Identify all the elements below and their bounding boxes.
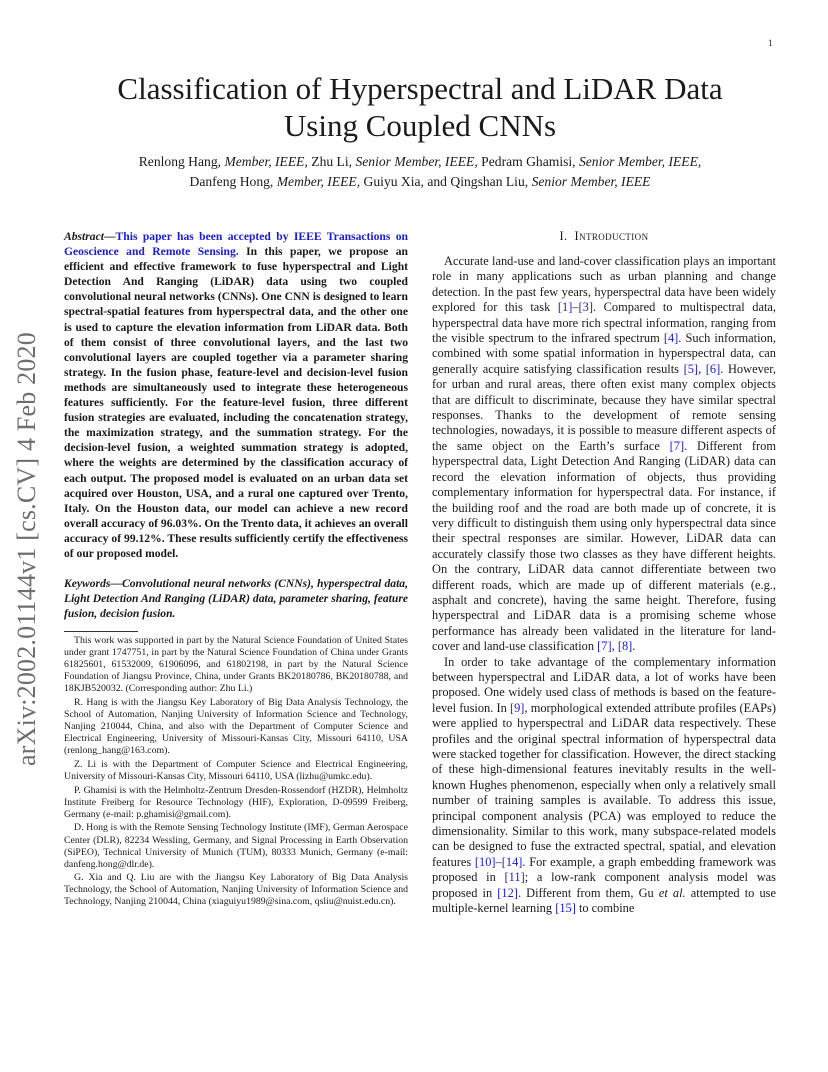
text-run: , — [698, 361, 706, 376]
author: Zhu Li, — [311, 154, 353, 169]
text-run: . Compared to multispectral data, hyperspectral data have more rich spectral information, ranging from the visible spectrum to the infrared spectrum — [432, 300, 776, 346]
page-number: 1 — [768, 38, 773, 48]
abstract-dash: — — [103, 230, 116, 243]
arxiv-identifier-stamp[interactable]: arXiv:2002.01144v1 [cs.CV] 4 Feb 2020 — [12, 332, 41, 766]
intro-paragraph-2 — [432, 655, 776, 917]
left-column — [64, 229, 408, 621]
citation-link[interactable]: [5] — [683, 361, 699, 376]
citation-link[interactable]: [3] — [578, 300, 593, 315]
abstract-text: In this paper, we propose an efficient and effective framework to fuse hyperspectral and Light Detection And Ranging (LiDAR) data using two coupled convolutional neural networks (CNNs). One CNN is designed to learn spectral-spatial features from hyperspectral data, and the other one is used to capture the elevation information from LiDAR data. Both of them consist of three convolutional layers, and the last two convolutional layers are coupled together via a parameter sharing strategy. In the fusion phase, feature-level and decision-level fusion methods are simultaneously used to integrate these heterogeneous features sufficiently. For the feature-level fusion, three different fusion strategies are evaluated, including the concatenation strategy, the maximization strategy, and the summation strategy. For the decision-level fusion, a weighted summation strategy is adopted, where the weights are determined by the classification accuracy of each output. The proposed model is evaluated on an urban data set acquired over Houston, USA, and a rural one captured over Trento, Italy. On the Houston data, our model can achieve a new record overall accuracy of 96.03%. On the Trento data, it achieves an overall accuracy of 99.12%. These results sufficiently certify the effectiveness of our proposed model. — [64, 245, 408, 560]
author-role: Member, IEEE, — [276, 174, 361, 189]
text-run: ; a low-rank component analysis model was proposed in — [432, 870, 776, 900]
footnote-affiliation: G. Xia and Q. Liu are with the Jiangsu Key Laboratory of Big Data Analysis Technology, the School of Automation, Nanjing University of Information Science and Technology, Nanjing 210044, China (xiaguiyu1989@sina.com, qsliu@nuist.edu.cn). — [64, 872, 408, 908]
footnote-affiliation: Z. Li is with the Department of Computer Science and Electrical Engineering, University of Missouri-Kansas City, Missouri 64110, USA (lizhu@umkc.edu). — [64, 758, 408, 783]
paper-title — [60, 70, 780, 144]
text-run: – — [572, 300, 579, 315]
citation-link[interactable]: [9] — [509, 700, 525, 715]
text-run: In order to take advantage of the complementary information between hyperspectral and LiDAR data, a lot of works have been proposed. One widely used class of methods is based on the feature-level fusion. In — [432, 654, 776, 715]
text-run: , morphological extended attribute profiles (EAPs) were applied to hyperspectral and LiDAR data respectively. These profiles and the original spectral information of hyperspectral data were stacked together for classification. However, the direct stacking of these high-dimensional features inevitably results in the well-known Hughes phenomenon, especially when only a relatively small number of training samples is available. To address this issue, principal component analysis (PCA) was employed to reduce the dimensionality. Similar to this work, many subspace-related models can be designed to fuse the extracted spectral, spatial, and elevation features — [432, 700, 776, 869]
citation-link[interactable]: [7] — [669, 438, 685, 453]
author: Renlong Hang, — [138, 154, 222, 169]
author-role: Senior Member, IEEE, — [355, 154, 478, 169]
citation-link[interactable]: [11] — [504, 870, 525, 885]
author-role: Senior Member, IEEE, — [578, 154, 702, 169]
text-run: . For example, a graph embedding framework was proposed in — [432, 854, 777, 885]
text-run: attempted to use multiple-kernel learning — [432, 885, 776, 916]
italic-text: et al. — [658, 885, 686, 900]
citation-link[interactable]: [6] — [705, 361, 721, 376]
citation-link[interactable]: [14] — [501, 854, 523, 869]
text-run: . Different from hyperspectral data, Light Detection And Ranging (LiDAR) data can record the elevation information of objects, thus providing complementary information for hyperspectral data. For instance, if the building roof and the road are both made up of concrete, it is very difficult to distinguish them using only hyperspectral data since their spectral responses are similar. However, LiDAR data can accurately classify those two classes as they have different heights. On the contrary, LiDAR data cannot differentiate between two different roads, which are made up of different materials (e.g., asphalt and concrete), having the same height. Therefore, fusing hyperspectral and LiDAR data is a promising scheme whose performance has already been validated in the literature for land-cover and land-use classification — [432, 438, 776, 654]
text-run: . Different from them, Gu — [517, 885, 659, 900]
text-run: to combine — [575, 901, 635, 916]
text-run: . Such information, combined with some spatial information in hyperspectral data, can generally acquire satisfying classification results — [432, 331, 777, 376]
text-run: . However, for urban and rural areas, there often exist many complex objects that are difficult to discriminate, because they have similar spectral responses. Thanks to the development of remote sensing technologies, nowadays, it is possible to measure different aspects of the same object on the Earth’s surface — [432, 361, 776, 453]
citation-link[interactable]: [8] — [617, 639, 633, 654]
text-run: Accurate land-use and land-cover classification plays an important role in many applications such as urban planning and change detection. In the past few years, hyperspectral data have been widely explored for this task — [432, 254, 776, 315]
author-role: Senior Member, IEEE — [531, 174, 651, 189]
footnote-affiliation: D. Hong is with the Remote Sensing Technology Institute (IMF), German Aerospace Center (DLR), 82234 Wessling, Germany, and Signal Processing in Earth Observation (SiPEO), Technical University of Munich (TUM), 80333 Munich, Germany (e-mail: danfeng.hong@dlr.de). — [64, 822, 408, 870]
footnote-affiliation: R. Hang is with the Jiangsu Key Laboratory of Big Data Analysis Technology, the School of Automation, Nanjing University of Information Science and Technology, Nanjing 210044, China, and also with the Department of Computer Science and Electrical Engineering, University of Missouri-Kansas City, Missouri 64110, USA (renlong_hang@163.com). — [64, 696, 408, 757]
section-number: I. — [559, 229, 568, 243]
author-role: Member, IEEE, — [224, 154, 308, 169]
abstract — [64, 229, 408, 561]
author: Guiyu Xia, and Qingshan Liu, — [363, 174, 529, 189]
text-run: – — [495, 854, 502, 869]
title-line-2: Using Coupled CNNs — [283, 108, 557, 143]
citation-link[interactable]: [10] — [474, 854, 496, 869]
right-column — [432, 229, 776, 916]
abstract-lead: Abstract — [64, 230, 104, 243]
citation-link[interactable]: [15] — [555, 901, 576, 916]
author: Pedram Ghamisi, — [481, 154, 576, 169]
title-line-1: Classification of Hyperspectral and LiDAR Data — [117, 71, 723, 106]
citation-link[interactable]: [1] — [557, 300, 573, 315]
footnote-funding: This work was supported in part by the Natural Science Foundation of United States under grant 1747751, in part by the Natural Science Foundation of China under Grants 61825601, 61532009, 61906096, and 61802198, in part by the Natural Science Foundation of Jiangsu Province, China, under Grants BK20180786, BK20180788, and 18KJB520032. (Corresponding author: Zhu Li.) — [64, 635, 408, 695]
text-run: , — [611, 639, 618, 654]
intro-paragraph-1 — [432, 254, 776, 655]
text-run: . — [632, 639, 636, 654]
footnote-affiliation: P. Ghamisi is with the Helmholtz-Zentrum Dresden-Rossendorf (HZDR), Helmholtz Institute Freiberg for Resource Technology (HIF), Exploration, D-09599 Freiberg, Germany (e-mail: p.ghamisi@gmail.com). — [64, 784, 408, 820]
section-heading — [432, 229, 776, 244]
author-list — [60, 152, 780, 192]
citation-link[interactable]: [4] — [663, 331, 679, 346]
citation-link[interactable]: [7] — [597, 639, 612, 654]
author: Danfeng Hong, — [189, 174, 274, 189]
index-terms: Keywords—Convolutional neural networks (CNNs), hyperspectral data, Light Detection And Ranging (LiDAR) data, parameter sharing, feature fusion, decision fusion. — [64, 577, 408, 621]
citation-link[interactable]: [12] — [497, 885, 518, 900]
footnote-divider — [64, 631, 138, 632]
footnotes — [64, 635, 408, 910]
section-title: Introduction — [574, 229, 649, 243]
acceptance-link[interactable]: This paper has been accepted by IEEE Transactions on Geoscience and Remote Sensing. — [64, 230, 408, 259]
